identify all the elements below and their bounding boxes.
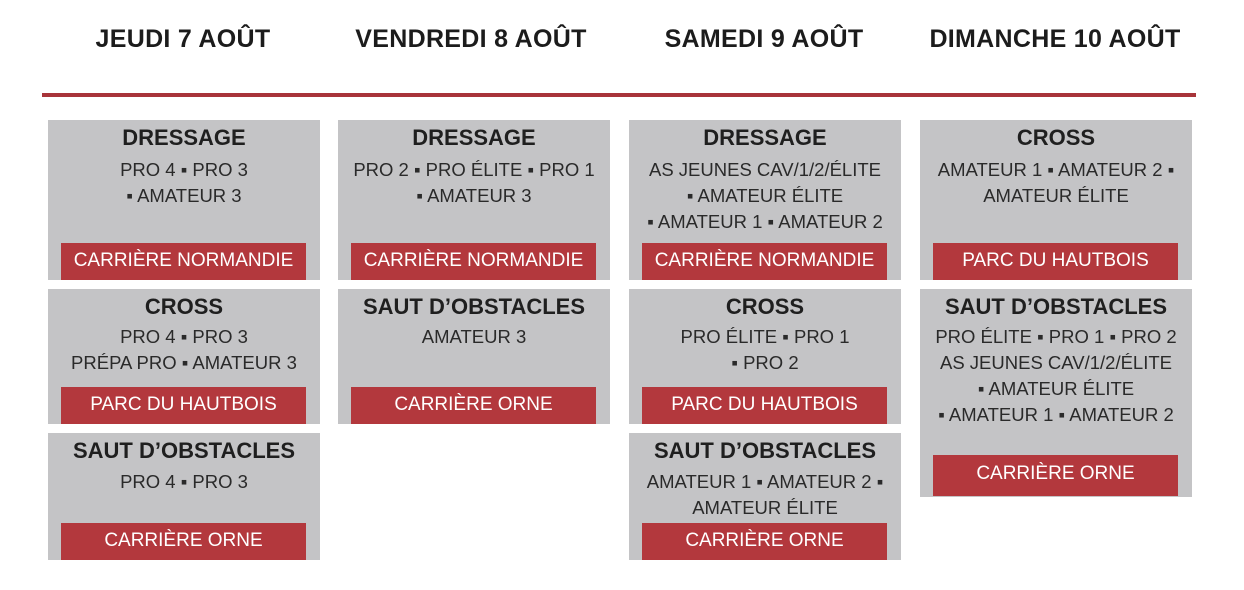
event-levels [924,324,1188,428]
event-card-friday-dressage [338,120,610,280]
venue-badge: CARRIÈRE NORMANDIE [351,243,596,280]
event-card-saturday-dressage [629,120,901,280]
header-divider [42,93,1196,97]
level-line: PRO ÉLITE ▪ PRO 1 [680,326,850,347]
event-card-saturday-cross [629,289,901,424]
event-discipline: CROSS [144,294,224,319]
event-levels [52,324,316,376]
event-levels [52,157,316,209]
event-levels [924,157,1188,209]
level-line: ▪ AMATEUR ÉLITE [977,378,1135,399]
event-card-saturday-jumping [629,433,901,560]
event-card-thursday-dressage [48,120,320,280]
event-discipline: DRESSAGE [412,125,536,150]
level-line: ▪ AMATEUR 3 [416,185,532,206]
level-line: PRO ÉLITE ▪ PRO 1 ▪ PRO 2 [935,326,1177,347]
venue-badge: CARRIÈRE NORMANDIE [642,243,887,280]
event-discipline: DRESSAGE [703,125,827,150]
event-card-sunday-jumping [920,289,1192,497]
event-discipline: SAUT D’OBSTACLES [653,438,877,463]
venue-badge: CARRIÈRE ORNE [933,455,1178,496]
level-line: PRO 4 ▪ PRO 3 [120,471,248,492]
venue-badge: CARRIÈRE ORNE [61,523,306,560]
level-line: ▪ AMATEUR 3 [126,185,242,206]
event-discipline: SAUT D’OBSTACLES [72,438,296,463]
level-line: AMATEUR 1 ▪ AMATEUR 2 ▪ [646,471,884,492]
level-line: ▪ PRO 2 [731,352,799,373]
level-line: AS JEUNES CAV/1/2/ÉLITE [939,352,1173,373]
day-header-thursday: JEUDI 7 AOÛT [95,25,271,53]
event-discipline: DRESSAGE [122,125,246,150]
level-line: AMATEUR ÉLITE [692,497,838,518]
level-line: PRÉPA PRO ▪ AMATEUR 3 [71,352,297,373]
level-line: ▪ AMATEUR 1 ▪ AMATEUR 2 [938,404,1174,425]
event-card-thursday-cross [48,289,320,424]
venue-badge: CARRIÈRE ORNE [642,523,887,560]
venue-badge: CARRIÈRE ORNE [351,387,596,424]
event-discipline: CROSS [1016,125,1096,150]
event-levels [342,324,606,350]
day-header-friday: VENDREDI 8 AOÛT [355,25,587,53]
event-card-thursday-jumping [48,433,320,560]
level-line: AMATEUR ÉLITE [983,185,1129,206]
venue-badge: CARRIÈRE NORMANDIE [61,243,306,280]
level-line: PRO 4 ▪ PRO 3 [120,326,248,347]
event-levels [342,157,606,209]
event-levels [52,469,316,495]
event-discipline: CROSS [725,294,805,319]
level-line: ▪ AMATEUR 1 ▪ AMATEUR 2 [647,211,883,232]
level-line: PRO 2 ▪ PRO ÉLITE ▪ PRO 1 [353,159,595,180]
venue-badge: PARC DU HAUTBOIS [933,243,1178,280]
day-header-saturday: SAMEDI 9 AOÛT [664,25,864,53]
event-card-sunday-cross [920,120,1192,280]
event-levels [633,469,897,521]
level-line: PRO 4 ▪ PRO 3 [120,159,248,180]
venue-badge: PARC DU HAUTBOIS [61,387,306,424]
level-line: ▪ AMATEUR ÉLITE [686,185,844,206]
venue-badge: PARC DU HAUTBOIS [642,387,887,424]
event-levels [633,324,897,376]
level-line: AS JEUNES CAV/1/2/ÉLITE [648,159,882,180]
level-line: AMATEUR 1 ▪ AMATEUR 2 ▪ [937,159,1175,180]
level-line: AMATEUR 3 [421,326,527,347]
event-discipline: SAUT D’OBSTACLES [362,294,586,319]
event-discipline: SAUT D’OBSTACLES [944,294,1168,319]
day-header-sunday: DIMANCHE 10 AOÛT [929,25,1181,53]
event-card-friday-jumping [338,289,610,424]
event-levels [633,157,897,235]
